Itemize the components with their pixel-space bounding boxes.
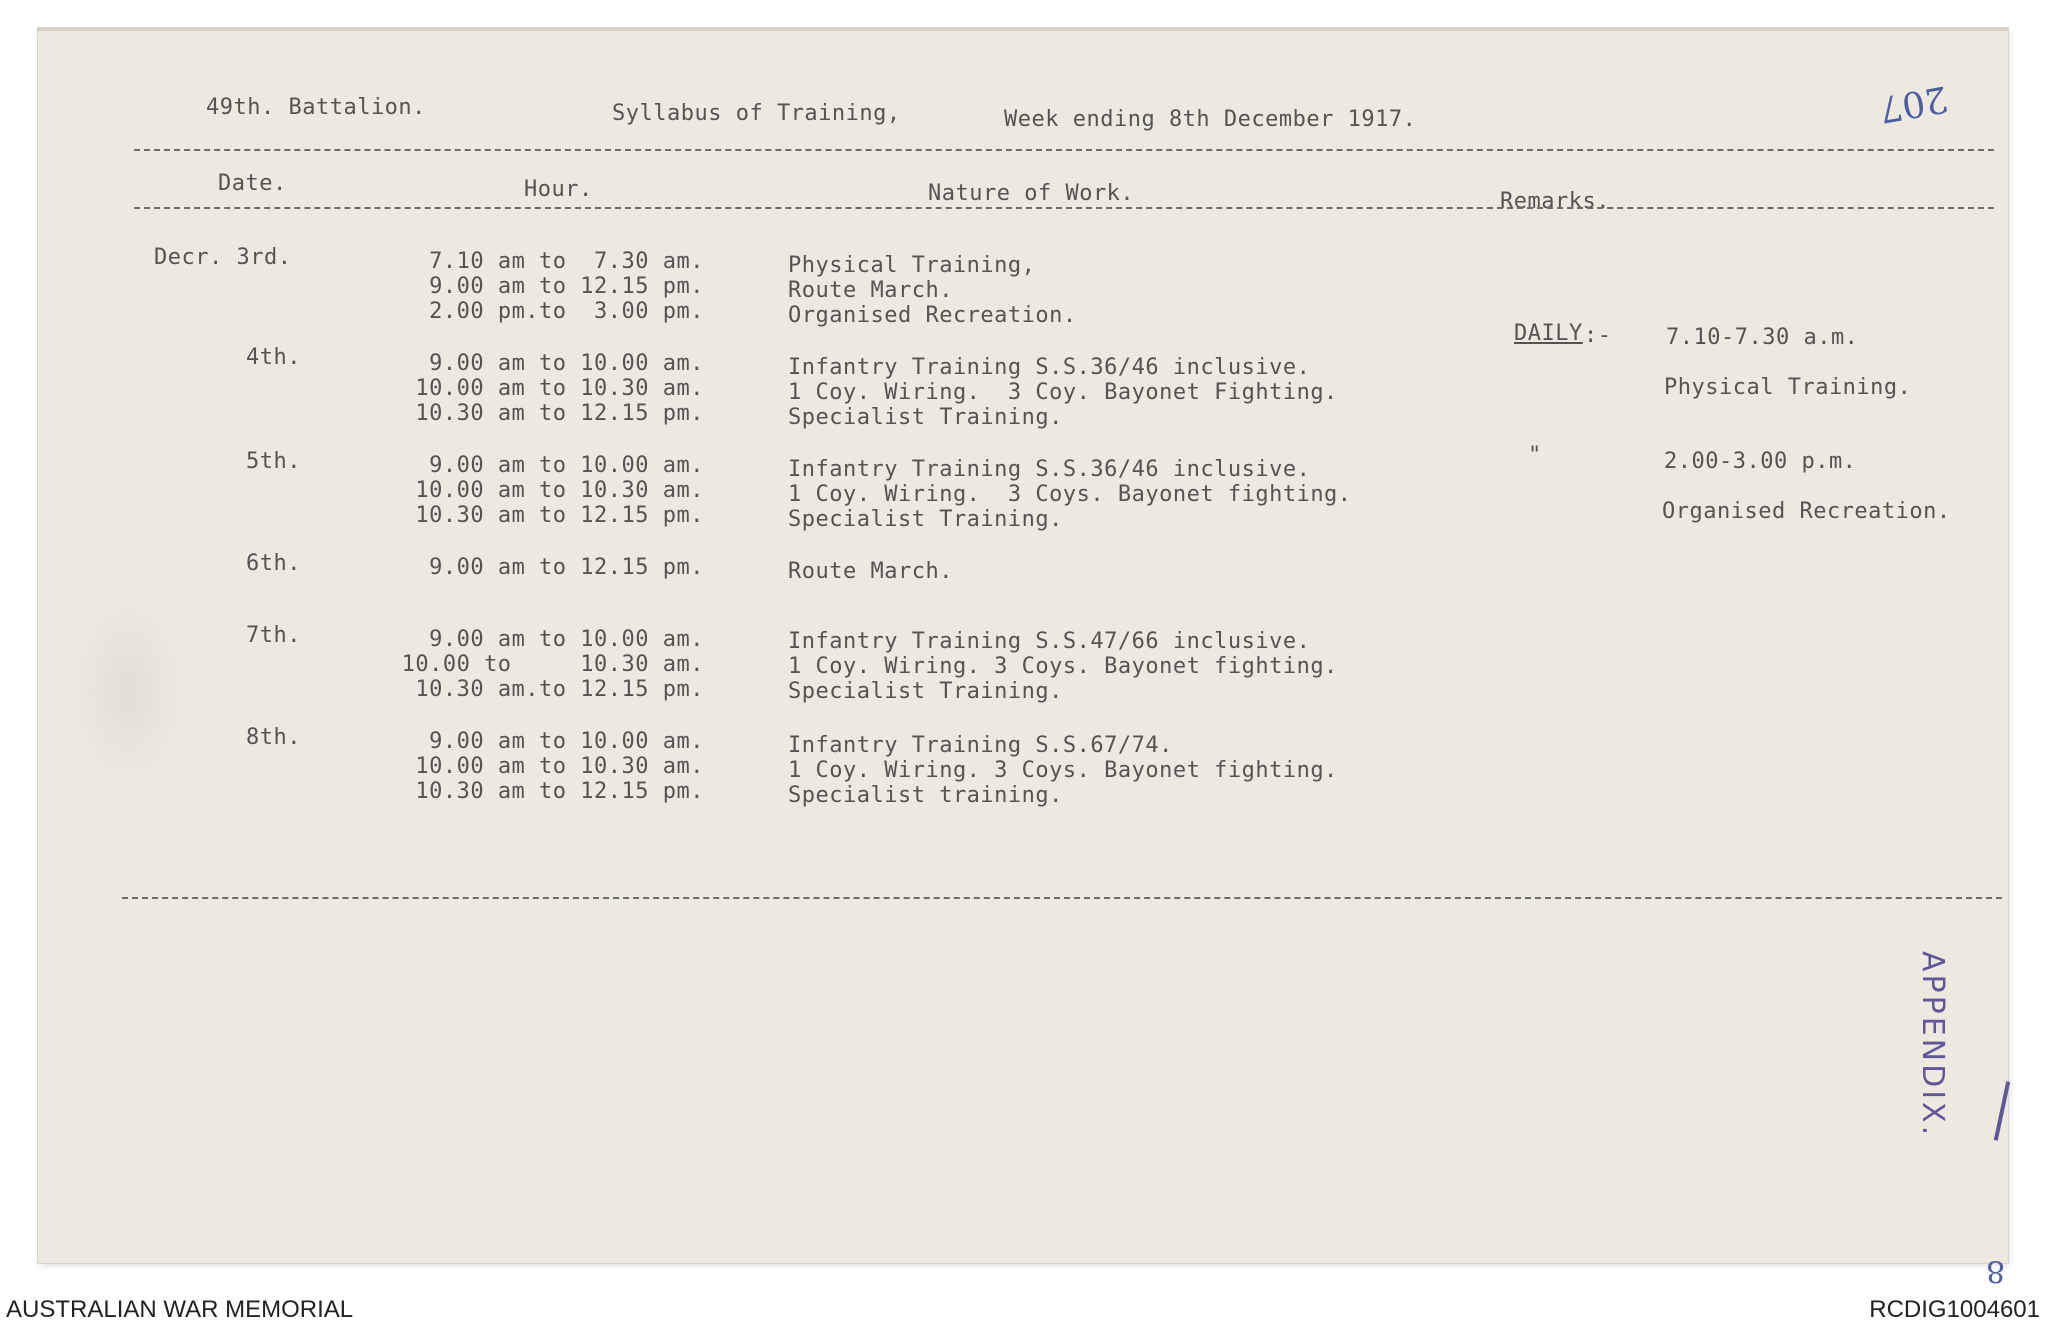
page-number: 8: [1986, 1253, 2006, 1288]
work-cell: Physical Training,: [788, 253, 1036, 278]
appendix-stamp: APPENDIX.: [1915, 951, 1950, 1139]
work-cell: Specialist Training.: [788, 679, 1063, 704]
day-date: Decr. 3rd.: [154, 245, 292, 270]
hour-cell: 10.00 to 10.30 am.: [401, 652, 704, 677]
stamp-stroke-mark: [1994, 1081, 2010, 1141]
hour-cell: 10.30 am to 12.15 pm.: [415, 503, 704, 528]
header-rule-top: [134, 149, 1994, 151]
column-date: Date.: [218, 171, 287, 196]
hour-cell: 9.00 am to 10.00 am.: [429, 351, 704, 376]
day-date: 4th.: [246, 345, 301, 370]
work-cell: 1 Coy. Wiring. 3 Coys. Bayonet fighting.: [788, 482, 1352, 507]
work-cell: Infantry Training S.S.36/46 inclusive.: [788, 457, 1311, 482]
work-cell: Organised Recreation.: [788, 303, 1077, 328]
remark-time-2: 2.00-3.00 p.m.: [1664, 449, 1857, 474]
hour-cell: 10.30 am to 12.15 pm.: [415, 401, 704, 426]
day-date: 8th.: [246, 725, 301, 750]
work-cell: Specialist training.: [788, 783, 1063, 808]
hour-cell: 10.30 am to 12.15 pm.: [415, 779, 704, 804]
column-nature: Nature of Work.: [928, 181, 1135, 206]
column-remarks: Remarks.: [1500, 189, 1610, 214]
hour-cell: 10.00 am to 10.30 am.: [415, 478, 704, 503]
document-title: Syllabus of Training,: [612, 101, 901, 126]
day-date: 5th.: [246, 449, 301, 474]
day-date: 6th.: [246, 551, 301, 576]
daily-label: DAILY: [1514, 321, 1583, 346]
work-cell: 1 Coy. Wiring. 3 Coy. Bayonet Fighting.: [788, 380, 1338, 405]
hour-cell: 10.00 am to 10.30 am.: [415, 376, 704, 401]
hour-cell: 9.00 am to 10.00 am.: [429, 729, 704, 754]
work-cell: Specialist Training.: [788, 405, 1063, 430]
remark-time-1: 7.10-7.30 a.m.: [1666, 325, 1859, 350]
week-ending: Week ending 8th December 1917.: [1004, 107, 1417, 132]
work-cell: Route March.: [788, 559, 953, 584]
battalion-name: 49th. Battalion.: [206, 95, 426, 120]
work-cell: Route March.: [788, 278, 953, 303]
folio-number: 207: [1876, 77, 1952, 130]
work-cell: 1 Coy. Wiring. 3 Coys. Bayonet fighting.: [788, 758, 1338, 783]
remark-activity-1: Physical Training.: [1664, 375, 1912, 400]
archive-credit: AUSTRALIAN WAR MEMORIAL: [6, 1296, 354, 1323]
work-cell: 1 Coy. Wiring. 3 Coys. Bayonet fighting.: [788, 654, 1338, 679]
daily-separator: :-: [1584, 323, 1612, 348]
footer-rule: [122, 897, 2002, 899]
ditto-mark: ": [1528, 443, 1542, 468]
hour-cell: 10.30 am.to 12.15 pm.: [415, 677, 704, 702]
hour-cell: 7.10 am to 7.30 am.: [429, 249, 704, 274]
work-cell: Infantry Training S.S.47/66 inclusive.: [788, 629, 1311, 654]
hour-cell: 10.00 am to 10.30 am.: [415, 754, 704, 779]
work-cell: Infantry Training S.S.36/46 inclusive.: [788, 355, 1311, 380]
hour-cell: 9.00 am to 12.15 pm.: [429, 274, 704, 299]
hour-cell: 9.00 am to 12.15 pm.: [429, 555, 704, 580]
day-date: 7th.: [246, 623, 301, 648]
header-rule-bottom: [134, 207, 1994, 209]
work-cell: Specialist Training.: [788, 507, 1063, 532]
archive-id: RCDIG1004601: [1869, 1296, 2040, 1323]
column-hour: Hour.: [524, 177, 593, 202]
hour-cell: 2.00 pm.to 3.00 pm.: [429, 299, 704, 324]
hour-cell: 9.00 am to 10.00 am.: [429, 453, 704, 478]
hour-cell: 9.00 am to 10.00 am.: [429, 627, 704, 652]
remark-activity-2: Organised Recreation.: [1662, 499, 1951, 524]
document-sheet: [38, 28, 2008, 1288]
work-cell: Infantry Training S.S.67/74.: [788, 733, 1173, 758]
